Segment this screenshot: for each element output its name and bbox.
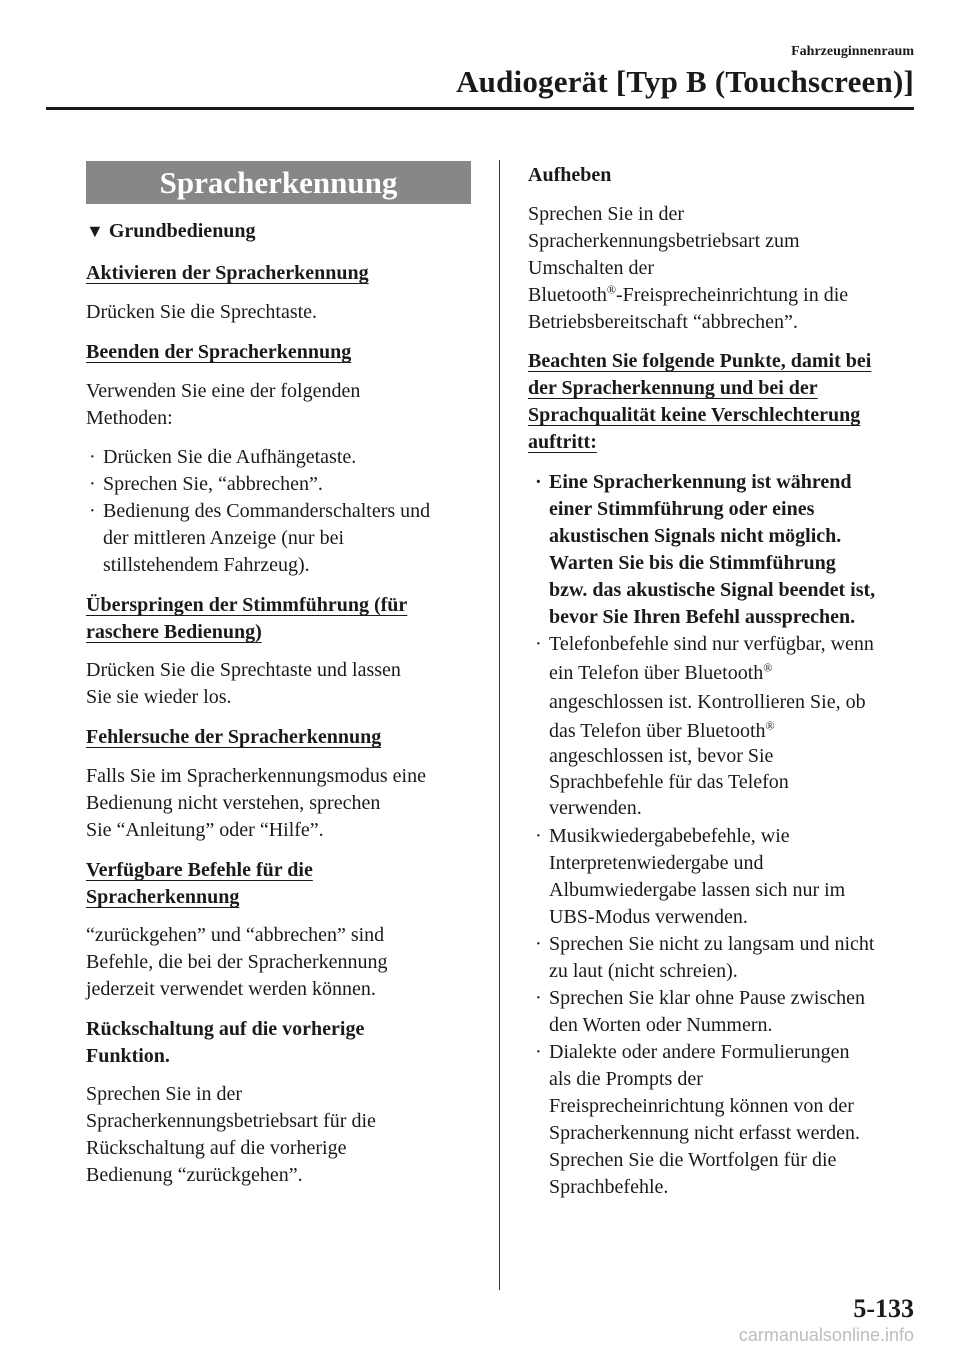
- text-back-1: Sprechen Sie in der: [86, 1083, 243, 1105]
- heading-cancel: Aufheben: [528, 164, 612, 186]
- text-activate: Drücken Sie die Sprechtaste.: [86, 301, 318, 323]
- heading-activate: Aktivieren der Spracherkennung: [86, 262, 369, 284]
- triangle-icon: ▼: [86, 221, 104, 241]
- heading-skip-1: Überspringen der Stimmführung (für: [86, 594, 408, 616]
- clear-bullet-2: den Worten oder Nummern.: [549, 1014, 773, 1036]
- tel-bullet-4: [549, 718, 775, 745]
- text-commands-1: “zurückgehen” und “abbrechen” sind: [86, 924, 385, 946]
- bullet-dot: ·: [535, 1041, 542, 1063]
- text-commands-2: Befehle, die bei der Spracherkennung: [86, 951, 388, 973]
- bullet-dot: ·: [89, 446, 96, 468]
- bullet-dot: ·: [89, 473, 96, 495]
- bold-bullet-4: Warten Sie bis die Stimmführung: [549, 552, 836, 574]
- music-bullet-3: Albumwiedergabe lassen sich nur im: [549, 879, 846, 901]
- music-bullet-1: Musikwiedergabebefehle, wie: [549, 825, 790, 847]
- bullet-dot: ·: [535, 633, 542, 655]
- clear-bullet-1: Sprechen Sie klar ohne Pause zwischen: [549, 987, 866, 1009]
- bullet-dot: ·: [535, 825, 542, 847]
- text-back-2: Spracherkennungsbetriebsart für die: [86, 1110, 376, 1132]
- heading-notes-2: der Spracherkennung und bei der: [528, 377, 818, 399]
- tel-bullet-5: angeschlossen ist, bevor Sie: [549, 745, 774, 767]
- heading-notes-3: Sprachqualität keine Verschlechterung: [528, 404, 861, 426]
- text-skip-2: Sie sie wieder los.: [86, 686, 232, 708]
- section-banner: Spracherkennung: [86, 161, 471, 204]
- header-section: Fahrzeuginnenraum: [791, 44, 914, 59]
- text-cancel-3: Umschalten der: [528, 257, 655, 279]
- music-bullet-4: UBS-Modus verwenden.: [549, 906, 748, 928]
- registered-mark: ®: [606, 282, 617, 297]
- footer-watermark: carmanualsonline.info: [738, 1325, 914, 1345]
- tel-bullet-6: Sprachbefehle für das Telefon: [549, 771, 789, 793]
- bold-bullet-1: Eine Spracherkennung ist während: [549, 471, 852, 493]
- bullet-dot: ·: [535, 987, 542, 1009]
- bullet-dot: ·: [535, 471, 542, 493]
- speed-bullet-2: zu laut (nicht schreien).: [549, 960, 738, 982]
- page-number: 5-133: [853, 1294, 914, 1323]
- heading-notes-1: Beachten Sie folgende Punkte, damit bei: [528, 350, 872, 372]
- text-back-4: Bedienung “zurückgehen”.: [86, 1164, 303, 1186]
- text-cancel-1: Sprechen Sie in der: [528, 203, 685, 225]
- bt-word: Bluetooth: [528, 284, 607, 306]
- heading-skip-2: raschere Bedienung): [86, 621, 262, 643]
- dialect-bullet-6: Sprachbefehle.: [549, 1176, 669, 1198]
- text-commands-3: jederzeit verwendet werden können.: [86, 978, 376, 1000]
- bt-rest: -Freisprecheinrichtung in die: [616, 284, 849, 306]
- text-troubleshoot-2: Bedienung nicht verstehen, sprechen: [86, 792, 381, 814]
- bullet-end-3b: der mittleren Anzeige (nur bei: [103, 527, 345, 549]
- heading-troubleshoot: Fehlersuche der Spracherkennung: [86, 726, 382, 748]
- text-end-2: Methoden:: [86, 407, 173, 429]
- dialect-bullet-4: Spracherkennung nicht erfasst werden.: [549, 1122, 860, 1144]
- speed-bullet-1: Sprechen Sie nicht zu langsam und nicht: [549, 933, 875, 955]
- text-skip-1: Drücken Sie die Sprechtaste und lassen: [86, 659, 401, 681]
- bold-bullet-5: bzw. das akustische Signal beendet ist,: [549, 579, 876, 601]
- registered-mark: ®: [763, 660, 773, 675]
- bullet-end-3a: Bedienung des Commanderschalters und: [103, 500, 431, 522]
- heading-notes-4: auftritt:: [528, 431, 597, 453]
- subheading: [86, 218, 256, 245]
- header-title: Audiogerät [Typ B (Touchscreen)]: [456, 64, 914, 99]
- subheading-text: Grundbedienung: [108, 220, 256, 242]
- bullet-end-2: Sprechen Sie, “abbrechen”.: [103, 473, 323, 495]
- bullet-end-3c: stillstehendem Fahrzeug).: [103, 554, 310, 576]
- text-cancel-5: Betriebsbereitschaft “abbrechen”.: [528, 311, 798, 333]
- dialect-bullet-5: Sprechen Sie die Wortfolgen für die: [549, 1149, 837, 1171]
- tel-text: das Telefon über Bluetooth: [549, 720, 766, 742]
- heading-end: Beenden der Spracherkennung: [86, 341, 352, 363]
- heading-back-1: Rückschaltung auf die vorherige: [86, 1018, 365, 1040]
- heading-commands-2: Spracherkennung: [86, 886, 240, 908]
- bold-bullet-6: bevor Sie Ihren Befehl aussprechen.: [549, 606, 856, 628]
- registered-mark: ®: [765, 718, 775, 733]
- dialect-bullet-2: als die Prompts der: [549, 1068, 703, 1090]
- column-divider: [499, 160, 500, 1290]
- dialect-bullet-3: Freisprecheinrichtung können von der: [549, 1095, 854, 1117]
- dialect-bullet-1: Dialekte oder andere Formulierungen: [549, 1041, 850, 1063]
- bullet-dot: ·: [89, 500, 96, 522]
- text-troubleshoot-3: Sie “Anleitung” oder “Hilfe”.: [86, 819, 324, 841]
- header-rule: [46, 107, 914, 110]
- text-cancel-2: Spracherkennungsbetriebsart zum: [528, 230, 800, 252]
- text-end-1: Verwenden Sie eine der folgenden: [86, 380, 361, 402]
- text-back-3: Rückschaltung auf die vorherige: [86, 1137, 347, 1159]
- tel-text: ein Telefon über Bluetooth: [549, 662, 764, 684]
- text-troubleshoot-1: Falls Sie im Spracherkennungsmodus eine: [86, 765, 426, 787]
- tel-bullet-2: [549, 660, 772, 687]
- tel-bullet-7: verwenden.: [549, 797, 642, 819]
- bullet-dot: ·: [535, 933, 542, 955]
- text-cancel-4: [528, 282, 848, 309]
- bold-bullet-2: einer Stimmführung oder eines: [549, 498, 815, 520]
- heading-commands-1: Verfügbare Befehle für die: [86, 859, 313, 881]
- tel-bullet-3: angeschlossen ist. Kontrollieren Sie, ob: [549, 691, 866, 713]
- tel-bullet-1: Telefonbefehle sind nur verfügbar, wenn: [549, 633, 874, 655]
- bullet-end-1: Drücken Sie die Aufhängetaste.: [103, 446, 357, 468]
- heading-back-2: Funktion.: [86, 1045, 170, 1067]
- music-bullet-2: Interpretenwiedergabe und: [549, 852, 764, 874]
- bold-bullet-3: akustischen Signals nicht möglich.: [549, 525, 842, 547]
